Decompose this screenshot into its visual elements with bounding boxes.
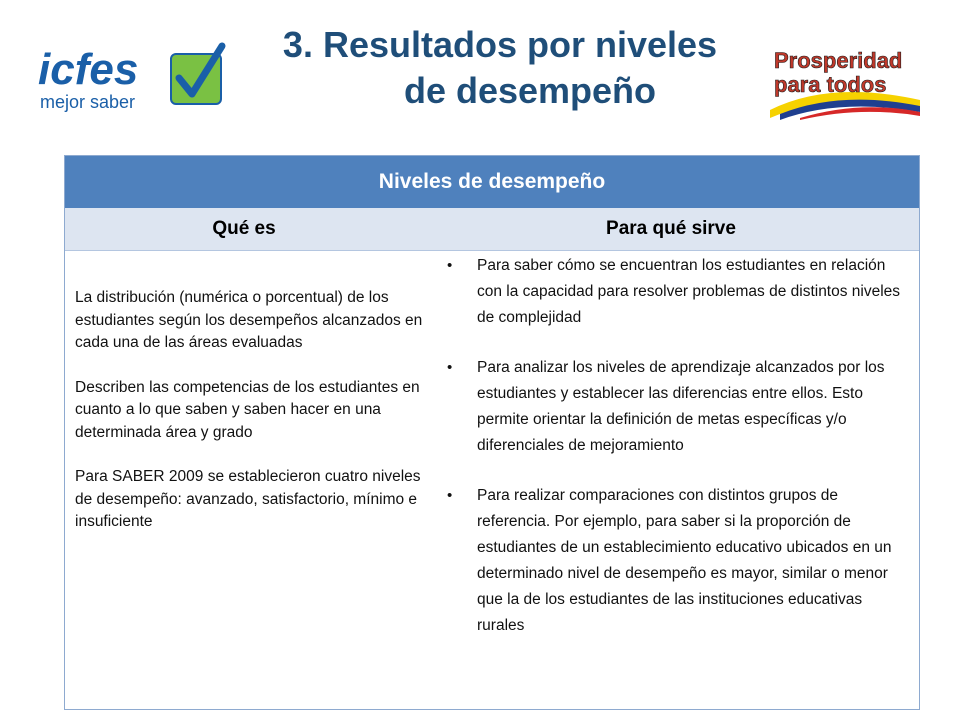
table-body xyxy=(65,251,919,663)
bullet-icon: • xyxy=(447,257,453,274)
definition-paragraph: Describen las competencias de los estudiantes en cuanto a lo que saben y saben hacer en una determinada área y grado xyxy=(75,378,420,441)
column-header-para-que-sirve: Para qué sirve xyxy=(606,218,736,239)
bullet-icon: • xyxy=(447,487,453,504)
column-header-que-es: Qué es xyxy=(212,218,276,239)
title-line-1: 3. Resultados por niveles xyxy=(282,24,718,65)
icfes-logo-tagline: mejor saber xyxy=(40,92,136,112)
purpose-item-text: Para realizar comparaciones con distintos grupos de referencia. Por ejemplo, para saber si la proporción de estudiantes de un establecimiento educativo ubicados en un determinado nivel de desempeño es mayor, similar o menor que la de los estudiantes de las instituciones educativas rurales xyxy=(477,487,892,634)
bullet-icon: • xyxy=(447,359,453,376)
purpose-item-text: Para analizar los niveles de aprendizaje alcanzados por los estudiantes y establecer las diferencias entre ellos. Esto permite orientar la definición de metas específicas y/o diferenciales de mejoramiento xyxy=(477,359,885,454)
title-line-2: de desempeño xyxy=(403,70,657,111)
page-title xyxy=(230,22,770,114)
purpose-column xyxy=(423,251,919,663)
table-heading: Niveles de desempeño xyxy=(65,156,919,208)
prosperidad-logo xyxy=(770,40,920,120)
purpose-item xyxy=(447,253,905,331)
purpose-item xyxy=(447,355,905,459)
icfes-logo xyxy=(36,40,236,120)
purpose-item-text: Para saber cómo se encuentran los estudiantes en relación con la capacidad para resolver problemas de distintos niveles de complejidad xyxy=(477,257,901,326)
performance-levels-table xyxy=(64,155,920,710)
table-column-headers xyxy=(65,208,919,251)
definition-paragraph: La distribución (numérica o porcentual) de los estudiantes según los desempeños alcanzados en cada una de las áreas evaluadas xyxy=(75,289,423,351)
definition-paragraph: Para SABER 2009 se establecieron cuatro niveles de desempeño: avanzado, satisfactorio, mínimo e insuficiente xyxy=(75,468,421,530)
prosperidad-line-1: Prosperidad xyxy=(774,48,903,73)
definition-column xyxy=(65,251,423,663)
purpose-list xyxy=(447,253,905,639)
purpose-item xyxy=(447,483,905,639)
icfes-logo-wordmark: icfes xyxy=(38,45,139,94)
prosperidad-line-2: para todos xyxy=(774,72,887,97)
